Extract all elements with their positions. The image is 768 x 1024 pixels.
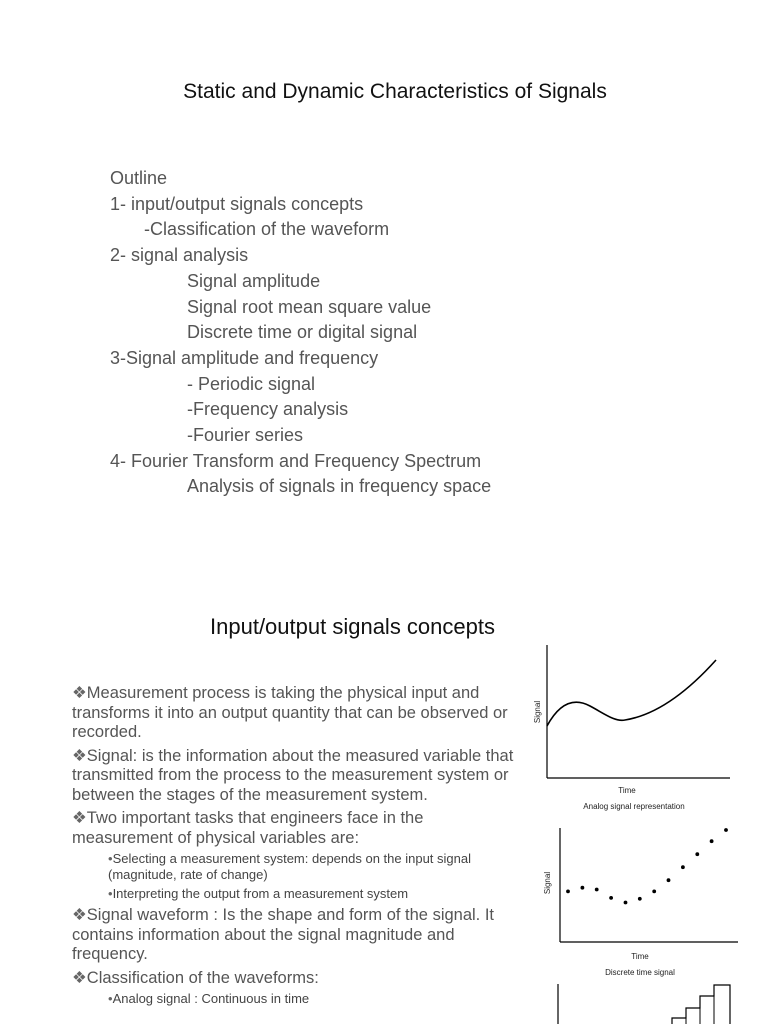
slide2-bullets: [72, 680, 522, 1007]
discrete-sample-point: [652, 890, 656, 894]
bullet-text: Selecting a measurement system: depends on the input signal (magnitude, rate of change): [108, 851, 471, 882]
analog-caption: Analog signal representation: [583, 802, 685, 811]
discrete-sample-point: [681, 865, 685, 869]
dot-bullet-icon: •: [108, 886, 113, 901]
discrete-sample-point: [667, 878, 671, 882]
outline-item: -Classification of the waveform: [144, 219, 390, 240]
discrete-sample-point: [609, 896, 613, 900]
outline-item: 4- Fourier Transform and Frequency Spectrum: [110, 450, 482, 471]
outline-list: [110, 166, 491, 500]
analog-ylabel: Signal: [533, 700, 542, 724]
analog-xlabel: Time: [618, 786, 636, 795]
outline-item: Signal root mean square value: [187, 296, 432, 317]
digital-signal-figure: [552, 982, 762, 1024]
discrete-ylabel: Signal: [543, 871, 552, 895]
sub-bullet-item: [72, 991, 522, 1007]
bullet-item: [72, 684, 522, 743]
bullet-item: [72, 969, 522, 989]
outline-item: -Fourier series: [187, 425, 304, 446]
discrete-sample-point: [724, 828, 728, 832]
outline-item: Outline: [110, 168, 168, 188]
outline-item: 1- input/output signals concepts: [110, 193, 364, 214]
outline-item: Discrete time or digital signal: [187, 322, 418, 343]
analog-signal-figure: [520, 640, 750, 815]
discrete-sample-point: [624, 901, 628, 905]
diamond-bullet-icon: ❖: [72, 746, 87, 765]
analog-signal-curve: [547, 660, 716, 726]
outline-item: -Frequency analysis: [187, 399, 349, 420]
discrete-sample-point: [695, 852, 699, 856]
bullet-text: Signal waveform : Is the shape and form of the signal. It contains information about the signal magnitude and frequency.: [72, 906, 495, 963]
bullet-text: Signal: is the information about the measured variable that transmitted from the process to the measurement system or between the stages of the measurement system.: [72, 746, 514, 804]
bullet-text: Two important tasks that engineers face in the measurement of physical variables are:: [72, 809, 424, 847]
discrete-sample-point: [581, 886, 585, 890]
bullet-text: Measurement process is taking the physical input and transforms it into an output quantity that can be observed or recorded.: [72, 684, 508, 741]
discrete-sample-point: [710, 839, 714, 843]
bullet-item: [72, 809, 522, 848]
discrete-caption: Discrete time signal: [605, 968, 675, 977]
bullet-text: Analog signal : Continuous in time: [112, 991, 310, 1006]
bullet-text: Classification of the waveforms:: [86, 968, 319, 987]
discrete-sample-point: [595, 888, 599, 892]
bullet-item: [72, 747, 522, 806]
bullet-text: Interpreting the output from a measurement system: [112, 886, 409, 901]
sub-bullet-item: [72, 886, 522, 902]
diamond-bullet-icon: ❖: [72, 906, 87, 924]
outline-item: 2- signal analysis: [110, 245, 249, 266]
digital-staircase: [672, 985, 730, 1024]
dot-bullet-icon: •: [108, 851, 113, 866]
bullet-item: [72, 906, 522, 965]
outline-item: - Periodic signal: [187, 373, 316, 394]
discrete-sample-point: [638, 897, 642, 901]
slide2-title: Input/output signals concepts: [210, 614, 495, 639]
dot-bullet-icon: •: [108, 991, 113, 1006]
outline-item: Analysis of signals in frequency space: [187, 476, 492, 497]
diamond-bullet-icon: ❖: [72, 809, 87, 827]
discrete-xlabel: Time: [631, 952, 649, 961]
outline-item: Signal amplitude: [187, 270, 321, 291]
discrete-signal-figure: [538, 818, 758, 983]
diamond-bullet-icon: ❖: [72, 684, 87, 702]
diamond-bullet-icon: ❖: [72, 968, 87, 987]
outline-item: 3-Signal amplitude and frequency: [110, 347, 379, 368]
discrete-sample-point: [566, 890, 570, 894]
slide1-title: Static and Dynamic Characteristics of Signals: [183, 80, 607, 103]
sub-bullet-item: [72, 851, 522, 883]
